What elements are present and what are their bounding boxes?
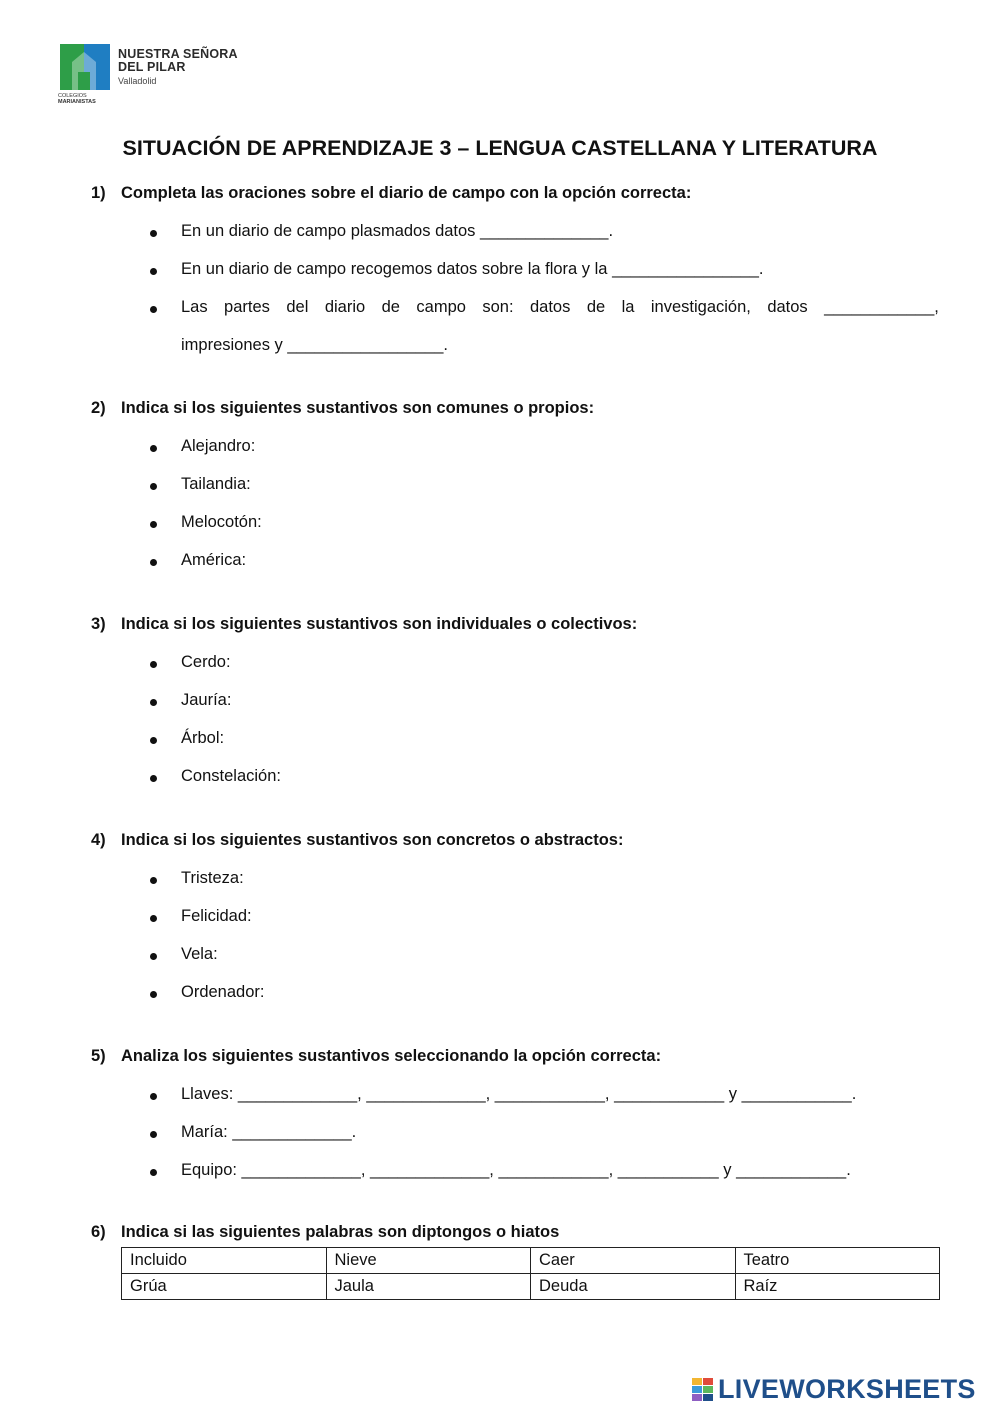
words-table (121, 1247, 940, 1300)
liveworksheets-icon (692, 1378, 714, 1402)
bullet-icon (150, 737, 157, 744)
table-cell: Deuda (531, 1274, 736, 1300)
table-cell: Incluido (122, 1248, 327, 1274)
bullet-icon (150, 230, 157, 237)
question-6: 6) Indica si las siguientes palabras son diptongos o hiatos (91, 1223, 560, 1241)
table-cell: Caer (531, 1248, 736, 1274)
school-name: NUESTRA SEÑORA DEL PILAR (118, 47, 238, 74)
school-logo (58, 42, 258, 104)
table-cell: Nieve (326, 1248, 531, 1274)
bullet-icon (150, 877, 157, 884)
question-4: 4) Indica si los siguientes sustantivos son concretos o abstractos: (91, 831, 624, 849)
question-3: 3) Indica si los siguientes sustantivos son individuales o colectivos: (91, 615, 638, 633)
justified-sentence: Las partes del diario de campo son: datos de la investigación, datos ____________, (181, 298, 939, 316)
school-caption: COLEGIOS MARIANISTAS (58, 93, 96, 105)
bullet-icon (150, 661, 157, 668)
table-cell: Grúa (122, 1274, 327, 1300)
bullet-icon (150, 1169, 157, 1176)
sentence-continuation: impresiones y _________________. (181, 336, 448, 354)
table-cell: Jaula (326, 1274, 531, 1300)
page-title: SITUACIÓN DE APRENDIZAJE 3 – LENGUA CASTELLANA Y LITERATURA (122, 136, 878, 160)
bullet-icon (150, 268, 157, 275)
school-logo-icon (58, 42, 114, 92)
school-city: Valladolid (118, 76, 157, 86)
bullet-icon (150, 445, 157, 452)
table-row (122, 1248, 940, 1274)
bullet-icon (150, 915, 157, 922)
bullet-icon (150, 775, 157, 782)
table-cell: Teatro (735, 1248, 940, 1274)
bullet-icon (150, 1131, 157, 1138)
bullet-icon (150, 953, 157, 960)
question-1: 1) Completa las oraciones sobre el diario de campo con la opción correcta: (91, 184, 692, 202)
question-5: 5) Analiza los siguientes sustantivos seleccionando la opción correcta: (91, 1047, 662, 1065)
bullet-icon (150, 1093, 157, 1100)
bullet-icon (150, 306, 157, 313)
bullet-icon (150, 991, 157, 998)
table-cell: Raíz (735, 1274, 940, 1300)
bullet-icon (150, 483, 157, 490)
question-2: 2) Indica si los siguientes sustantivos son comunes o propios: (91, 399, 595, 417)
bullet-icon (150, 559, 157, 566)
table-row (122, 1274, 940, 1300)
bullet-icon (150, 521, 157, 528)
bullet-icon (150, 699, 157, 706)
